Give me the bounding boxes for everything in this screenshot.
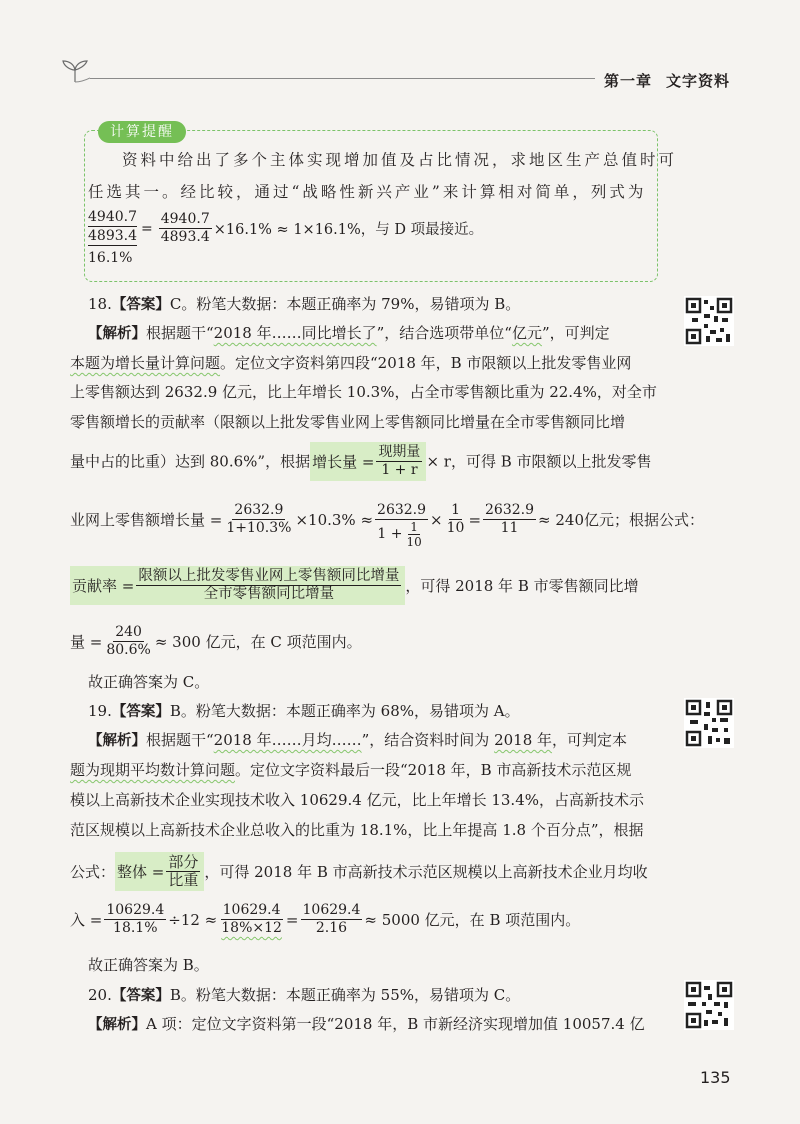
fraction-denominator: 18%×12 — [221, 920, 282, 936]
q19-analysis-line-6 — [70, 902, 580, 937]
fraction-numerator: 4940.7 — [88, 209, 137, 225]
q19-analysis-line-4: 范区规模以上高新技术企业总收入的比重为 18.1%，比上年提高 1.8 个百分点”，根据 — [70, 821, 644, 839]
q19-analysis-line-5 — [70, 852, 648, 891]
formula-highlight — [115, 852, 204, 891]
chapter-heading — [604, 70, 730, 91]
text-run: 根据题干“ — [146, 731, 214, 749]
q19-analysis-line-1 — [88, 730, 627, 751]
q18-analysis-line-8 — [70, 624, 362, 659]
text-run: = — [468, 511, 482, 529]
fraction-numerator: 2632.9 — [377, 502, 427, 518]
leaf-sprout-icon — [60, 58, 90, 84]
fraction-numerator: 240 — [115, 624, 142, 640]
answer-text: C。粉笔大数据：本题正确率为 79%，易错项为 B。 — [169, 295, 521, 313]
text-run: ，可得 2018 年 B 市零售额同比增 — [405, 576, 639, 595]
chapter-number: 第一章 — [604, 72, 653, 90]
fraction-numerator: 2632.9 — [485, 502, 535, 518]
fraction — [445, 502, 467, 537]
formula-lhs: 增长量 = — [312, 452, 375, 471]
text-run: ，可得 2018 年 B 市高新技术示范区规模以上高新技术企业月均收 — [204, 862, 648, 881]
answer-text: B。粉笔大数据：本题正确率为 55%，易错项为 C。 — [169, 986, 521, 1004]
tip-badge: 计算提醒 — [98, 121, 186, 143]
fraction-denominator: 2.16 — [315, 920, 348, 936]
fraction-denominator: 10 — [406, 535, 422, 549]
q18-analysis-line-4: 零售额增长的贡献率（限额以上批发零售业网上零售额同比增量在全市零售额同比增 — [70, 413, 626, 431]
text-run: × — [430, 511, 443, 529]
text-run: ，可判定本 — [552, 731, 628, 749]
fraction — [159, 211, 212, 246]
fraction-numerator: 10629.4 — [106, 902, 165, 918]
text-run: 入 = — [70, 910, 103, 929]
qr-code-icon[interactable] — [684, 698, 734, 748]
chapter-title: 文字资料 — [666, 72, 731, 90]
fraction-numerator: 4940.7 — [160, 211, 210, 227]
fraction-numerator: 现期量 — [378, 444, 421, 460]
text-run: 。定位文字资料最后一段“2018 年，B 市高新技术示范区规 — [235, 761, 632, 779]
fraction — [136, 568, 401, 603]
answer-tag: 【答案】 — [111, 988, 170, 1004]
q19-analysis-line-3: 模以上高新技术企业实现技术收入 10629.4 亿元，比上年增长 13.4%，占高新技术示 — [70, 791, 644, 809]
q19-answer-line — [88, 701, 520, 722]
fraction — [375, 502, 428, 549]
fraction-denominator: 4893.4 — [88, 228, 137, 244]
fraction — [104, 624, 152, 659]
tip-formula-tail: ×16.1% ≈ 1×16.1%，与 D 项最接近。 — [213, 222, 484, 238]
tip-line-2: 任选其一。经比较，通过“战略性新兴产业”来计算相对简单，列式为 — [88, 183, 647, 201]
analysis-tag: 【解析】 — [88, 326, 146, 342]
fraction — [166, 854, 200, 889]
fraction-denominator: 1+10.3% — [226, 520, 292, 536]
text-run: 量 = — [70, 632, 103, 651]
fraction — [224, 502, 293, 537]
nested-fraction — [404, 520, 423, 549]
equals-sign: = — [141, 220, 153, 237]
wavy-emphasis: 亿元 — [511, 324, 542, 342]
compound-fraction — [88, 208, 137, 267]
fraction — [219, 902, 284, 937]
fraction — [301, 902, 363, 937]
fraction — [104, 902, 166, 937]
answer-tag: 【答案】 — [111, 297, 170, 313]
answer-text: B。粉笔大数据：本题正确率为 68%，易错项为 A。 — [169, 702, 520, 720]
fraction-denominator: 全市零售额同比增量 — [203, 586, 335, 602]
text-run: ”，结合选项带单位“ — [376, 324, 512, 342]
fraction-denominator: 80.6% — [106, 642, 151, 658]
formula-lhs: 整体 = — [117, 862, 165, 881]
fraction — [483, 502, 536, 537]
text-run: ，可得 B 市限额以上批发零售 — [450, 452, 652, 471]
analysis-tag: 【解析】 — [88, 1017, 146, 1033]
text-run: 。定位文字资料第四段“2018 年，B 市限额以上批发零售业网 — [220, 354, 632, 372]
text-run: × r — [426, 452, 451, 471]
q20-answer-line — [88, 985, 520, 1006]
text-run: ≈ 300 亿元，在 C 项范围内。 — [154, 632, 362, 651]
q18-analysis-line-2 — [70, 353, 631, 373]
question-number: 20. — [88, 986, 112, 1004]
text-run: A 项：定位文字资料第一段“2018 年，B 市新经济实现增加值 10057.4 亿 — [146, 1015, 645, 1033]
formula-highlight — [310, 442, 426, 481]
analysis-tag: 【解析】 — [88, 733, 146, 749]
q19-analysis-line-2 — [70, 760, 631, 780]
question-number: 19. — [88, 702, 112, 720]
text-run: ”，结合资料时间为 — [361, 731, 495, 749]
text-run: ≈ 5000 亿元，在 B 项范围内。 — [364, 910, 581, 929]
q18-analysis-line-5 — [70, 442, 652, 481]
wavy-emphasis: 2018 年 — [494, 731, 553, 749]
text-run: ×10.3% ≈ — [295, 511, 374, 529]
fraction — [376, 444, 422, 479]
wavy-emphasis: 本题为增长量计算问题 — [70, 354, 221, 372]
text-run: ”，可判定 — [541, 324, 610, 342]
fraction-numerator: 2632.9 — [234, 502, 284, 518]
text-run: 业网上零售额增长量 = — [70, 511, 223, 529]
formula-lhs: 贡献率 = — [72, 576, 135, 595]
q20-analysis-line-1 — [88, 1014, 645, 1035]
qr-code-icon[interactable] — [684, 980, 734, 1030]
fraction-numerator: 1 — [451, 502, 460, 518]
fraction-outer-denominator: 16.1% — [88, 250, 133, 266]
question-number: 18. — [88, 295, 112, 313]
q18-analysis-line-6 — [70, 502, 704, 549]
header-rule — [90, 78, 595, 79]
text-run: ≈ 240亿元；根据公式： — [538, 511, 704, 529]
q19-conclusion: 故正确答案为 B。 — [88, 956, 209, 974]
qr-code-icon[interactable] — [684, 296, 734, 346]
fraction-numerator: 部分 — [168, 853, 199, 871]
fraction-numerator: 10629.4 — [302, 902, 361, 918]
text-run: 根据题干“ — [146, 324, 214, 342]
tip-line-1: 资料中给出了多个主体实现增加值及占比情况，求地区生产总值时可 — [122, 151, 678, 169]
q18-analysis-line-7 — [70, 566, 639, 605]
fraction-denominator: 4893.4 — [160, 229, 210, 245]
wavy-emphasis: 题为现期平均数计算问题 — [70, 761, 236, 779]
tip-formula — [88, 206, 483, 267]
fraction-denominator: 1 + r — [381, 462, 418, 478]
q18-analysis-line-1 — [88, 323, 610, 344]
text-run: 1 + — [377, 526, 403, 542]
fraction-numerator: 10629.4 — [222, 902, 281, 918]
fraction-denominator: 11 — [500, 520, 519, 536]
q18-conclusion: 故正确答案为 C。 — [88, 673, 210, 691]
page-number: 135 — [700, 1068, 731, 1087]
fraction-numerator: 1 — [410, 520, 418, 534]
text-run: ÷12 ≈ — [168, 910, 218, 929]
formula-highlight — [70, 566, 405, 605]
q18-analysis-line-3: 上零售额达到 2632.9 亿元，比上年增长 10.3%，占全市零售额比重为 22.4%，对全市 — [70, 383, 657, 401]
fraction-denominator: 比重 — [168, 871, 199, 889]
answer-tag: 【答案】 — [111, 704, 170, 720]
wavy-emphasis: 2018 年……同比增长了 — [213, 324, 377, 342]
wavy-emphasis: 2018 年……月均…… — [213, 731, 362, 749]
text-run: 公式： — [70, 862, 116, 881]
fraction-denominator: 10 — [446, 520, 465, 536]
text-run: = — [285, 910, 299, 929]
fraction-denominator: 18.1% — [113, 920, 158, 936]
text-run: 量中占的比重）达到 80.6%”，根据 — [70, 452, 311, 471]
fraction-numerator: 限额以上批发零售业网上零售额同比增量 — [138, 568, 400, 584]
q18-answer-line — [88, 294, 520, 315]
fraction-denominator — [375, 520, 427, 549]
